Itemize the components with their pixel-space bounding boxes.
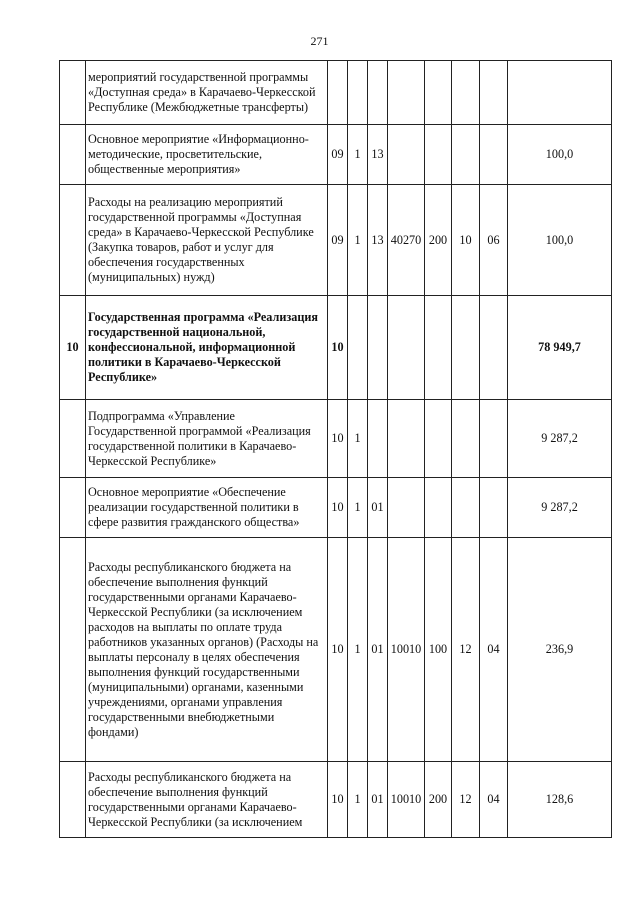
code-expense-type-cell [425, 478, 452, 538]
code-subprogram-cell: 1 [348, 478, 368, 538]
amount-cell: 100,0 [508, 185, 612, 296]
code-direction-cell [388, 125, 425, 185]
code-program-cell: 09 [328, 185, 348, 296]
code-subsection-cell [480, 400, 508, 478]
code-program-cell [328, 61, 348, 125]
code-expense-type-cell: 200 [425, 762, 452, 838]
code-activity-cell: 01 [368, 762, 388, 838]
code-section-cell [452, 296, 480, 400]
code-program-cell: 10 [328, 538, 348, 762]
code-expense-type-cell [425, 296, 452, 400]
code-subsection-cell: 04 [480, 762, 508, 838]
code-section-cell [452, 61, 480, 125]
amount-cell: 9 287,2 [508, 478, 612, 538]
table-row [60, 400, 612, 478]
code-subprogram-cell: 1 [348, 185, 368, 296]
code-activity-cell: 01 [368, 478, 388, 538]
code-direction-cell [388, 61, 425, 125]
table-row [60, 762, 612, 838]
code-subsection-cell: 04 [480, 538, 508, 762]
code-activity-cell: 01 [368, 538, 388, 762]
code-activity-cell: 13 [368, 185, 388, 296]
code-direction-cell: 10010 [388, 762, 425, 838]
code-program-cell: 10 [328, 400, 348, 478]
row-number-cell [60, 478, 86, 538]
code-section-cell [452, 125, 480, 185]
code-activity-cell [368, 400, 388, 478]
row-number-cell: 10 [60, 296, 86, 400]
amount-cell: 236,9 [508, 538, 612, 762]
code-section-cell [452, 400, 480, 478]
table-row [60, 61, 612, 125]
code-program-cell: 10 [328, 478, 348, 538]
row-number-cell [60, 538, 86, 762]
code-section-cell [452, 478, 480, 538]
amount-cell: 9 287,2 [508, 400, 612, 478]
code-subprogram-cell: 1 [348, 400, 368, 478]
amount-cell: 100,0 [508, 125, 612, 185]
table-row [60, 478, 612, 538]
table-body [60, 61, 612, 838]
code-expense-type-cell [425, 400, 452, 478]
code-expense-type-cell: 100 [425, 538, 452, 762]
code-direction-cell [388, 478, 425, 538]
table-row [60, 125, 612, 185]
item-name-cell: мероприятий государственной программы «Доступная среда» в Карачаево-Черкесской Республике (Межбюджетные трансферты) [86, 61, 328, 125]
code-activity-cell [368, 296, 388, 400]
item-name-cell: Расходы республиканского бюджета на обеспечение выполнения функций государственными органами Карачаево-Черкесской Республики (за исключением расходов на выплаты по оплате труда работников указанных органов) (Расходы на выплаты персоналу в целях обеспечения выполнения функций государственными (муниципальными) органами, казенными учреждениями, органами управления государственными внебюджетными фондами) [86, 538, 328, 762]
code-program-cell: 10 [328, 296, 348, 400]
row-number-cell [60, 400, 86, 478]
row-number-cell [60, 762, 86, 838]
code-direction-cell: 40270 [388, 185, 425, 296]
code-subsection-cell [480, 61, 508, 125]
code-expense-type-cell [425, 125, 452, 185]
code-subsection-cell [480, 296, 508, 400]
table-row [60, 538, 612, 762]
code-subsection-cell [480, 125, 508, 185]
code-subprogram-cell [348, 61, 368, 125]
code-activity-cell: 13 [368, 125, 388, 185]
amount-cell [508, 61, 612, 125]
item-name-cell: Основное мероприятие «Обеспечение реализации государственной политики в сфере развития гражданского общества» [86, 478, 328, 538]
code-subsection-cell: 06 [480, 185, 508, 296]
item-name-cell: Подпрограмма «Управление Государственной программой «Реализация государственной политики в Карачаево-Черкесской Республике» [86, 400, 328, 478]
code-section-cell: 10 [452, 185, 480, 296]
row-number-cell [60, 61, 86, 125]
code-direction-cell: 10010 [388, 538, 425, 762]
item-name-cell: Государственная программа «Реализация государственной национальной, конфессиональной, информационной политики в Карачаево-Черкесской Республике» [86, 296, 328, 400]
code-subprogram-cell: 1 [348, 538, 368, 762]
item-name-cell: Основное мероприятие «Информационно-методические, просветительские, общественные мероприятия» [86, 125, 328, 185]
code-expense-type-cell: 200 [425, 185, 452, 296]
code-subprogram-cell: 1 [348, 125, 368, 185]
amount-cell: 78 949,7 [508, 296, 612, 400]
code-program-cell: 09 [328, 125, 348, 185]
table-row [60, 296, 612, 400]
code-subprogram-cell: 1 [348, 762, 368, 838]
code-section-cell: 12 [452, 762, 480, 838]
code-subsection-cell [480, 478, 508, 538]
code-section-cell: 12 [452, 538, 480, 762]
table-row [60, 185, 612, 296]
code-expense-type-cell [425, 61, 452, 125]
row-number-cell [60, 185, 86, 296]
amount-cell: 128,6 [508, 762, 612, 838]
code-direction-cell [388, 400, 425, 478]
code-program-cell: 10 [328, 762, 348, 838]
code-activity-cell [368, 61, 388, 125]
item-name-cell: Расходы на реализацию мероприятий государственной программы «Доступная среда» в Карачаево-Черкесской Республике (Закупка товаров, работ и услуг для обеспечения государственных (муниципальных) нужд) [86, 185, 328, 296]
code-subprogram-cell [348, 296, 368, 400]
budget-table [59, 60, 612, 838]
item-name-cell: Расходы республиканского бюджета на обеспечение выполнения функций государственными органами Карачаево-Черкесской Республики (за исключением [86, 762, 328, 838]
page-number: 271 [310, 34, 329, 48]
code-direction-cell [388, 296, 425, 400]
row-number-cell [60, 125, 86, 185]
